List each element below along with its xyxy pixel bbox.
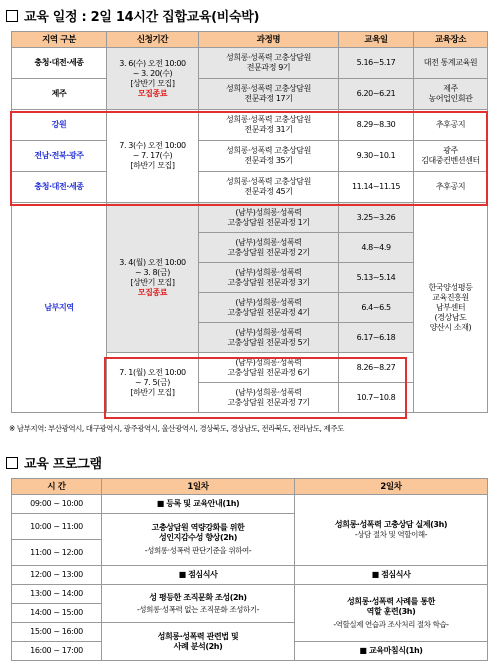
region-cell: 제주 [12,79,107,110]
session-title: 성희롱·성폭력 고충상담 실제(3h) [334,520,448,529]
course-line: 전문과정 45기 [244,187,293,196]
course-line: (남부)성희롱·성폭력 [235,267,302,277]
status-closed: 모집종료 [137,88,168,98]
period-line: 3. 6(수) 오전 10:00 [119,58,186,68]
place-line: 제주 [443,84,458,93]
course-line: 고충상담원 전문과정 4기 [227,307,310,317]
course-cell [199,323,339,353]
header-time: 시 간 [12,479,102,495]
header-date: 교육일 [339,32,414,48]
date-cell: 5.13~5.14 [339,263,414,293]
place-line: 대전 통계교육원 [423,58,478,67]
date-cell: 6.20~6.21 [339,79,414,110]
date-cell: 8.29~8.30 [339,110,414,141]
header-place: 교육장소 [414,32,488,48]
header-period: 신청기간 [107,32,199,48]
course-line: 전문과정 31기 [244,125,293,134]
checkbox-square-icon [6,457,18,469]
date-cell: 10.7~10.8 [339,383,414,413]
period-line: [하반기 모집] [130,387,175,397]
place-line: 추후공지 [435,182,466,191]
course-line: 성희롱·성폭력 고충상담원 [226,84,311,93]
place-line: 남부센터 [435,302,466,312]
period-line: [상반기 모집] [130,277,175,287]
table-row [12,172,488,203]
section-title-program [6,453,102,472]
course-cell [199,203,339,233]
section-title-text: 교육 일정 : 2일 14시간 집합교육(비숙박) [24,10,260,25]
section-title-text: 교육 프로그램 [24,457,102,472]
table-row [12,110,488,141]
status-closed: 모집종료 [137,287,168,297]
course-cell [199,383,339,413]
section-title-schedule [6,6,259,25]
place-cell [414,110,488,141]
course-line: 성희롱·성폭력 고충상담원 [226,146,311,155]
course-line: 성희롱·성폭력 고충상담원 [226,53,311,62]
course-line: 전문과정 17기 [244,94,293,103]
session-title: 사례 분석(2h) [173,641,223,651]
region-cell: 강원 [12,110,107,141]
table-row [12,48,488,79]
session-subtitle: -성희롱·성폭력 없는 조직문화 조성하기- [136,604,260,614]
course-line: (남부)성희롱·성폭력 [235,357,302,367]
date-cell: 4.8~4.9 [339,233,414,263]
session-title: 성 평등한 조직문화 조성(2h) [149,592,247,602]
session-subtitle: -역할실제 연습과 조사처리 절차 학습- [333,619,449,629]
course-line: 전문과정 35기 [244,156,293,165]
table-row [12,566,488,585]
table-row [12,203,488,233]
day1-lunch: ■ 점심식사 [102,566,295,585]
header-day2: 2일차 [295,479,488,495]
session-subtitle: -상담 절차 및 역할이해- [354,530,428,539]
region-cell: 충청·대전·세종 [12,48,107,79]
course-line: (남부)성희롱·성폭력 [235,297,302,307]
course-line: (남부)성희롱·성폭력 [235,237,302,247]
session-title: 고충상담원 역량강화를 위한 [151,523,245,532]
place-line: 김대중컨벤션센터 [421,156,480,165]
table-header-row [12,32,488,48]
day1-session1 [102,514,295,566]
date-cell: 6.17~6.18 [339,323,414,353]
session-title: 성희롱·성폭력 사례를 통한 [346,596,436,606]
place-line: 한국양성평등 [428,282,473,292]
header-day1: 1일차 [102,479,295,495]
time-cell: 10:00 ~ 11:00 [12,514,102,540]
course-line: (남부)성희롱·성폭력 [235,207,302,217]
place-line: 추후공지 [435,120,466,129]
period-line: 7. 3(수) 오전 10:00 [119,141,186,150]
course-line: 성희롱·성폭력 고충상담원 [226,115,311,124]
day1-session2 [102,585,295,623]
day2-lunch: ■ 점심식사 [295,566,488,585]
program-table [11,478,488,661]
region-cell: 남부지역 [12,203,107,413]
course-cell [199,110,339,141]
course-cell [199,141,339,172]
time-cell: 12:00 ~ 13:00 [12,566,102,585]
course-cell [199,48,339,79]
period-line: [상반기 모집] [130,78,175,88]
day2-closing: ■ 교육마침식(1h) [295,642,488,661]
session-title: 성희롱·성폭력 관련법 및 [157,631,239,641]
time-cell: 15:00 ~ 16:00 [12,623,102,642]
header-course: 과정명 [199,32,339,48]
course-line: 성희롱·성폭력 고충상담원 [226,177,311,186]
course-line: (남부)성희롱·성폭력 [235,387,302,397]
place-line: 교육진흥원 [432,292,469,302]
course-cell [199,353,339,383]
table-row [12,79,488,110]
course-line: 전문과정 9기 [246,63,291,72]
course-cell [199,172,339,203]
period-line: [하반기 모집] [130,161,175,170]
place-cell [414,203,488,413]
place-line: 농어업인회관 [428,94,473,103]
place-line: (경상남도 [434,312,467,322]
course-cell [199,79,339,110]
course-line: 고충상담원 전문과정 1기 [227,217,310,227]
period-line: 7. 1(월) 오전 10:00 [119,367,186,377]
period-line: ~ 7. 5(금) [135,377,170,387]
footnote-southern-region: ※ 남부지역: 부산광역시, 대구광역시, 광주광역시, 울산광역시, 경상북도, 경상남도, 전라북도, 전라남도, 제주도 [9,424,344,433]
date-cell: 9.30~10.1 [339,141,414,172]
day2-session2 [295,585,488,642]
place-cell [414,172,488,203]
day1-session3 [102,623,295,661]
time-cell: 13:00 ~ 14:00 [12,585,102,604]
course-line: (남부)성희롱·성폭력 [235,327,302,337]
region-cell: 전남·전북·광주 [12,141,107,172]
course-cell [199,263,339,293]
date-cell: 6.4~6.5 [339,293,414,323]
period-line: ~ 7. 17(수) [132,151,173,160]
period-cell [107,353,199,413]
day1-registration: ■ 등록 및 교육안내(1h) [102,495,295,514]
time-cell: 09:00 ~ 10:00 [12,495,102,514]
header-region: 지역 구분 [12,32,107,48]
period-line: 3. 4(월) 오전 10:00 [119,257,186,267]
date-cell: 5.16~5.17 [339,48,414,79]
session-title: 성인지감수성 향상(2h) [159,533,237,542]
time-cell: 11:00 ~ 12:00 [12,540,102,566]
date-cell: 3.25~3.26 [339,203,414,233]
day2-session1 [295,495,488,566]
course-cell [199,233,339,263]
place-cell [414,141,488,172]
period-cell [107,203,199,353]
time-cell: 14:00 ~ 15:00 [12,604,102,623]
date-cell: 11.14~11.15 [339,172,414,203]
place-line: 양산시 소재) [429,322,472,332]
course-line: 고충상담원 전문과정 6기 [227,367,310,377]
table-row [12,585,488,604]
course-line: 고충상담원 전문과정 5기 [227,337,310,347]
session-title: 역할 훈련(3h) [366,606,416,616]
place-cell [414,79,488,110]
table-row [12,141,488,172]
course-cell [199,293,339,323]
course-line: 고충상담원 전문과정 7기 [227,397,310,407]
period-line: ~ 3. 20(수) [132,68,173,78]
table-row [12,495,488,514]
date-cell: 8.26~8.27 [339,353,414,383]
course-line: 고충상담원 전문과정 2기 [227,247,310,257]
session-subtitle: -성희롱·성폭력 판단기준을 위하여- [144,546,252,555]
time-cell: 16:00 ~ 17:00 [12,642,102,661]
period-cell [107,110,199,203]
checkbox-square-icon [6,10,18,22]
period-line: ~ 3. 8(금) [135,267,170,277]
place-line: 광주 [443,146,458,155]
schedule-table [11,31,488,413]
region-cell: 충청·대전·세종 [12,172,107,203]
table-header-row [12,479,488,495]
place-cell [414,48,488,79]
period-cell [107,48,199,110]
course-line: 고충상담원 전문과정 3기 [227,277,310,287]
